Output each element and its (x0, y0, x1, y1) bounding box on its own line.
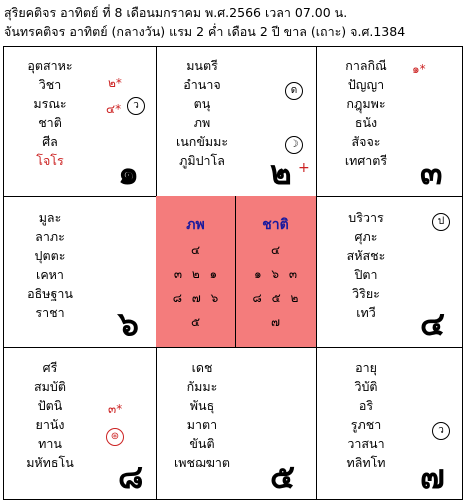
house-7-words: อายุ วิบัติ อริ รูภชา วาสนา ทลิทโท (346, 360, 386, 470)
house-1-mark-b: ๔* (106, 102, 122, 116)
house-2-circle-a: ด (285, 82, 303, 100)
center-left-row: ๕ (190, 315, 201, 329)
house-6-words: มูละ ลาภะ ปุตตะ เคหา อธิษฐาน ราชา (27, 210, 73, 320)
house-6-number: ๖ (118, 304, 139, 343)
house-7-number: ๗ (420, 457, 445, 496)
house-8-mark: ๓* (108, 402, 123, 416)
center-right-row: ๘ ๕ ๒ (252, 291, 299, 305)
house-2-plus: + (298, 160, 310, 176)
house-7-circle: ว (432, 422, 450, 440)
center-right-row: ๗ (270, 315, 281, 329)
house-5-words: เดช กัมมะ พันธุ มาตา ขันติ เพชฌฆาต (173, 360, 231, 470)
house-4-circle: ป (432, 213, 450, 231)
center-left-row: ๘ ๗ ๖ (172, 291, 219, 305)
house-4-number: ๔ (420, 304, 445, 343)
house-8-red-star-icon: ⊛ (106, 428, 124, 446)
center-left-row: ๓ ๒ ๑ (173, 267, 218, 281)
house-2-number: ๒ (270, 153, 292, 192)
house-3-mark: ๑* (412, 62, 426, 76)
center-left-title: ภพ (186, 217, 205, 233)
house-1-words: อุตสาหะ วิชา มรณะ ชาติ ศีล โจโร (27, 58, 73, 168)
house-1-circle: ว (127, 97, 145, 115)
center-left-row: ๔ (190, 243, 201, 257)
center-right-row: ๔ (270, 243, 281, 257)
center-right-row: ๑ ๖ ๓ (253, 267, 298, 281)
center-right-title: ชาติ (262, 217, 289, 233)
house-2-words: มนตรี อำนาจ ตนุ ภพ เนกขัมมะ ภูมิปาโล (175, 58, 229, 168)
house-3-number: ๓ (420, 153, 443, 192)
house-2-circle-b: ☽ (285, 136, 303, 154)
center-panel (156, 196, 316, 347)
house-8-number: ๘ (118, 457, 144, 496)
house-1-mark-a: ๒* (108, 76, 122, 90)
header-solar-date: สุริยคติจร อาทิตย์ ที่ 8 เดือนมกราคม พ.ศ.2566 เวลา 07.00 น. (4, 5, 348, 20)
house-8-words: ศรี สมบัติ ปัตนิ ยานัง ทาน มหัทธโน (26, 360, 74, 470)
house-1-number: ๑ (118, 153, 139, 192)
house-3-words: กาลกิณี ปัญญา กฎุมพะ ธนัง สัจจะ เทศาตรี (344, 58, 388, 168)
house-4-words: บริวาร ศุภะ สหัสชะ ปิตา วิริยะ เทวี (346, 210, 386, 320)
house-5-number: ๕ (270, 457, 295, 496)
header-lunar-date: จันทรคติจร อาทิตย์ (กลางวัน) แรม 2 ค่ำ เดือน 2 ปี ขาล (เถาะ) จ.ศ.1384 (4, 24, 406, 39)
